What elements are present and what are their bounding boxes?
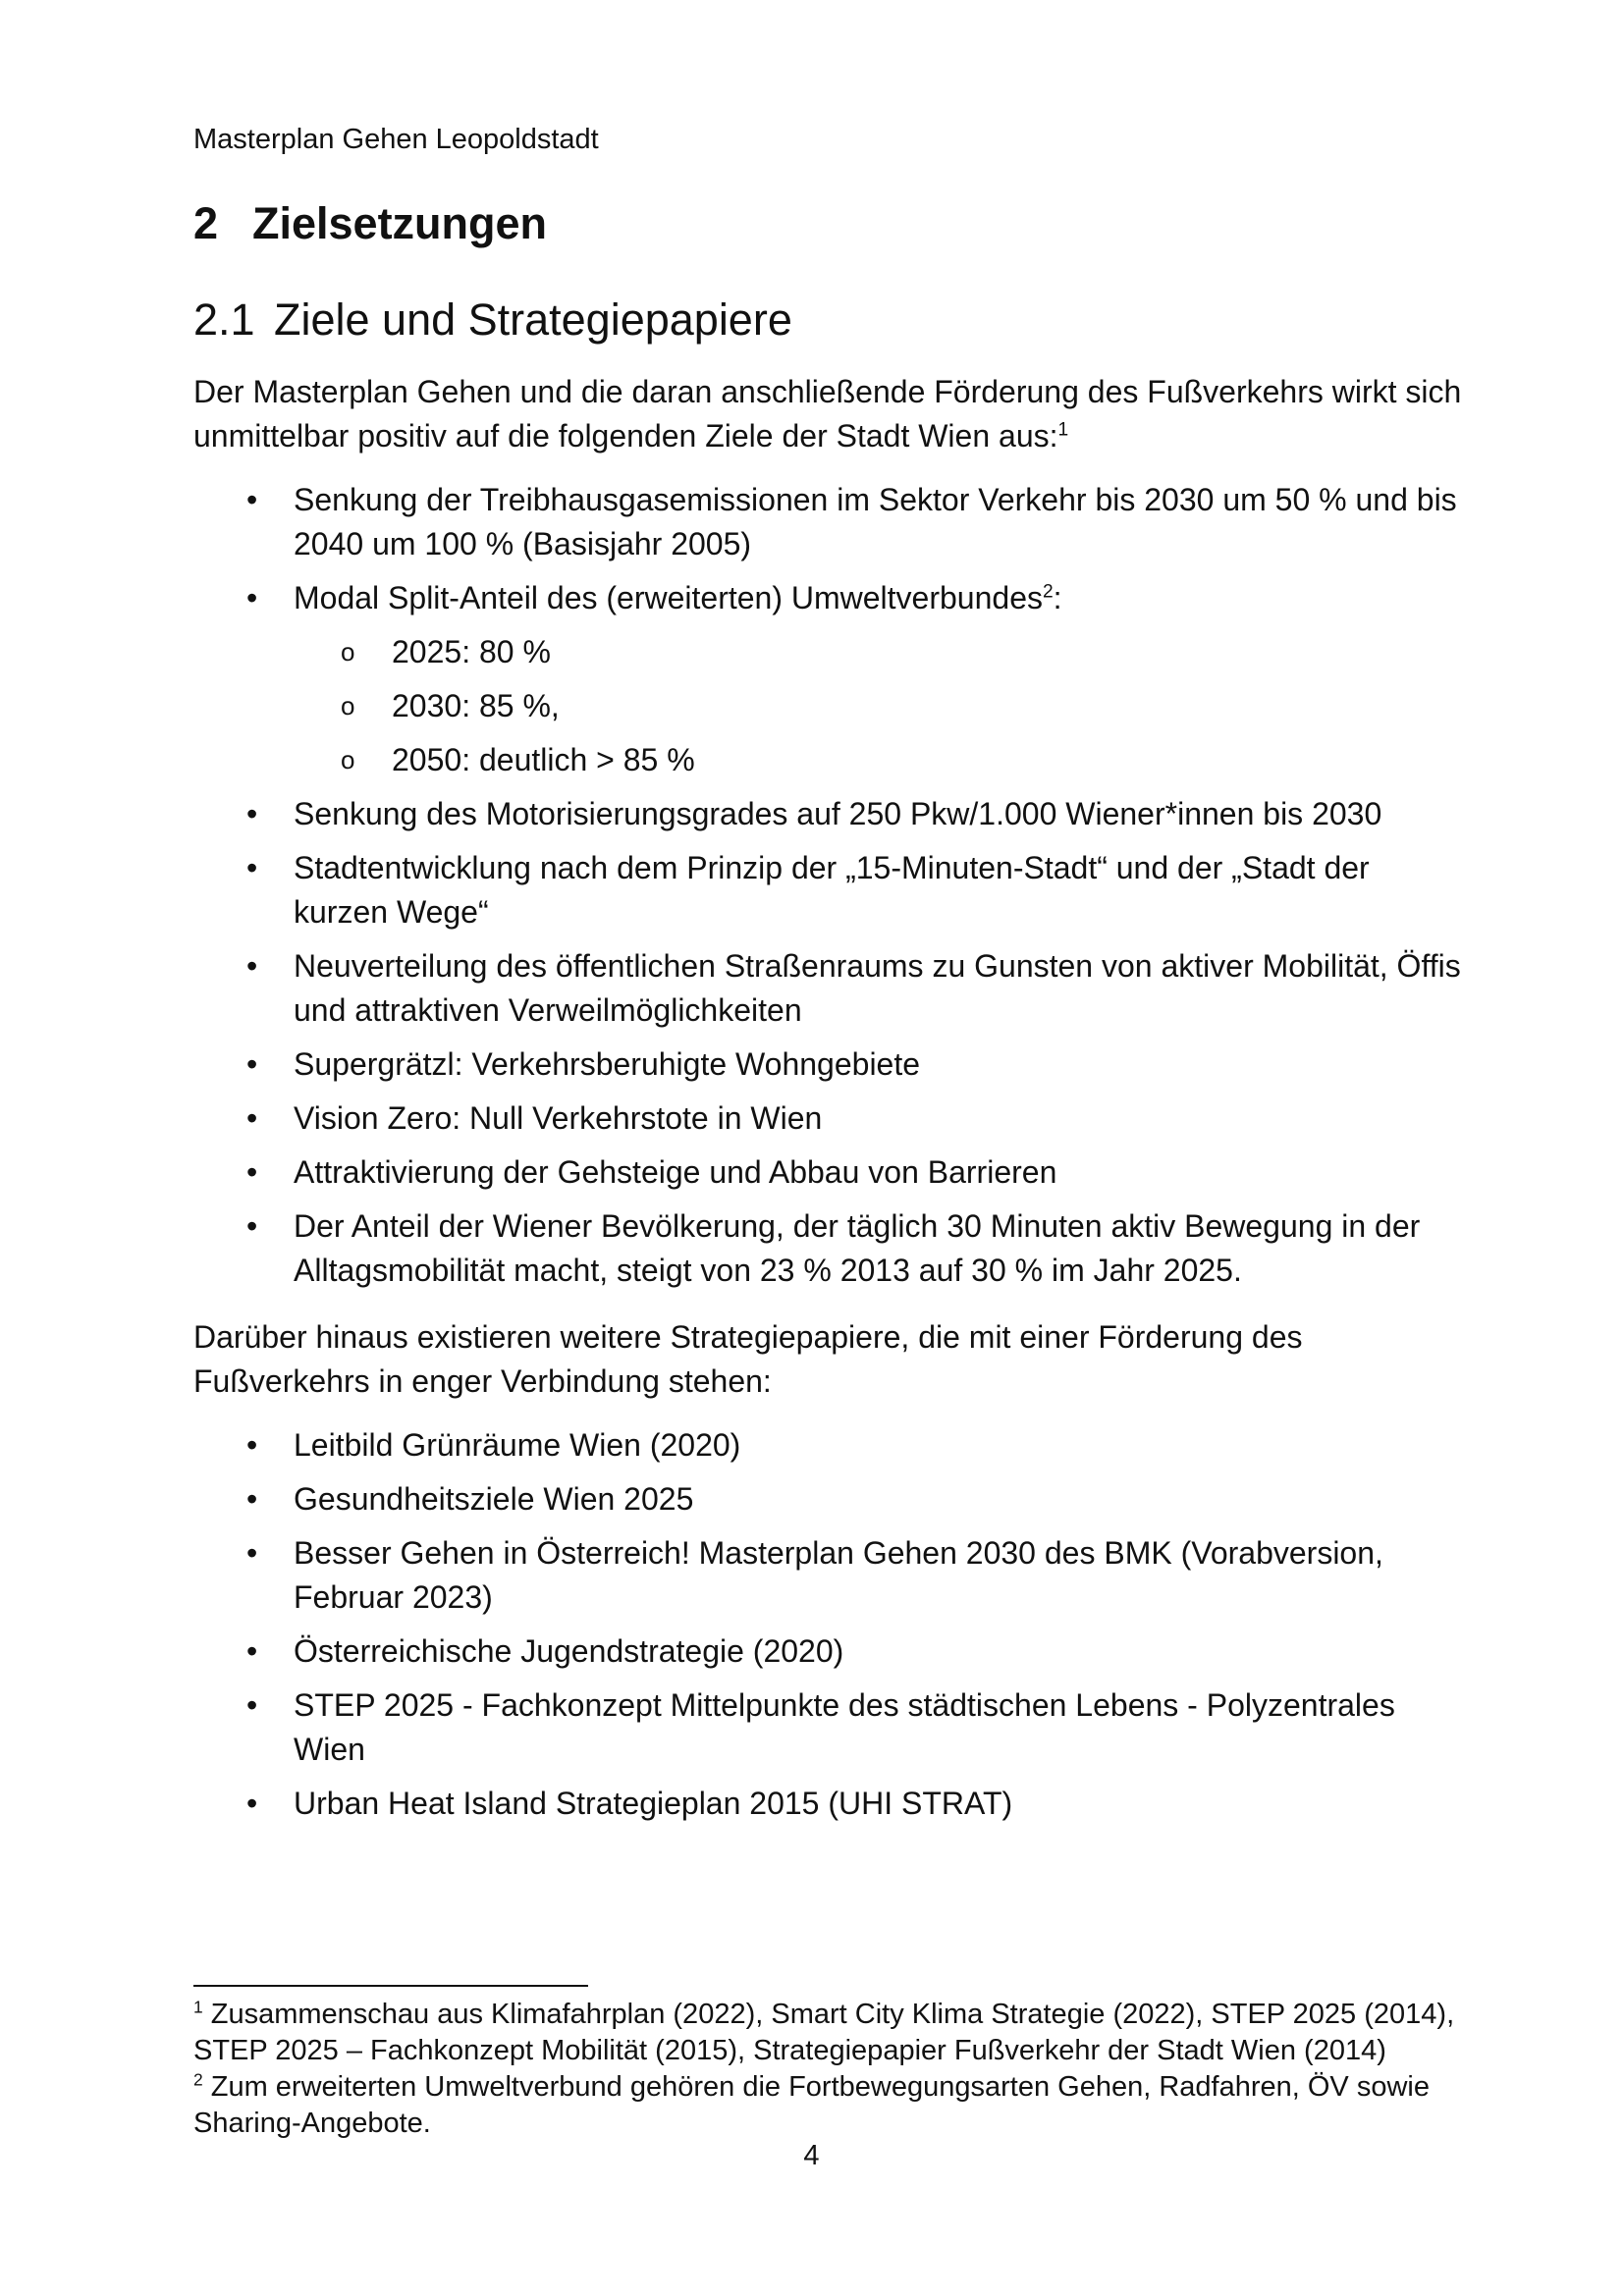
footnote-ref-1: 1 xyxy=(1057,419,1069,441)
bullet-icon: • xyxy=(246,580,258,615)
circle-bullet-icon: o xyxy=(341,691,355,721)
bullet-icon: • xyxy=(246,1687,258,1723)
bullet-icon: • xyxy=(246,796,258,831)
bullet-icon: • xyxy=(246,1633,258,1669)
list-item: • Modal Split-Anteil des (erweiterten) Umweltverbundes$^2$: o 2025: 80 % o 2030: 85 %, o 2050: deutlich > 85 % xyxy=(193,576,1470,782)
modal-split-sublist xyxy=(294,630,1470,782)
circle-bullet-icon: o xyxy=(341,637,355,667)
section-title: Ziele und Strategiepapiere xyxy=(274,294,792,345)
footnotes xyxy=(193,1997,1470,2142)
bullet-icon: • xyxy=(246,1786,258,1821)
goals-list xyxy=(193,478,1470,1303)
bullet-icon: • xyxy=(246,1208,258,1244)
bullet-icon: • xyxy=(246,1427,258,1463)
list-item: • Gesundheitsziele Wien 2025 xyxy=(193,1477,1470,1522)
list-item: • Leitbild Grünräume Wien (2020) xyxy=(193,1423,1470,1468)
list-item: • Attraktivierung der Gehsteige und Abbau von Barrieren xyxy=(193,1150,1470,1195)
bullet-icon: • xyxy=(246,1535,258,1571)
strategy-papers-list xyxy=(193,1423,1470,1836)
bullet-icon: • xyxy=(246,1046,258,1082)
chapter-heading xyxy=(193,196,547,251)
circle-bullet-icon: o xyxy=(341,745,355,774)
footnote-ref-2: 2 xyxy=(1042,581,1054,603)
list-item: • Senkung des Motorisierungsgrades auf 250 Pkw/1.000 Wiener*innen bis 2030 xyxy=(193,792,1470,836)
intro-text: Der Masterplan Gehen und die daran anschließende Förderung des Fußverkehrs wirkt sich unmittelbar positiv auf die folgenden Ziele der Stadt Wien aus: xyxy=(193,374,1462,454)
bullet-icon: • xyxy=(246,1100,258,1136)
sub-list-item: o 2050: deutlich > 85 % xyxy=(193,738,1470,782)
footnote-2: $^2$ Zum erweiterten Umweltverbund gehören die Fortbewegungsarten Gehen, Radfahren, ÖV sowie Sharing-Angebote. xyxy=(193,2069,1430,2139)
list-item: • Besser Gehen in Österreich! Masterplan Gehen 2030 des BMK (Vorabversion, Februar 2023) xyxy=(193,1531,1470,1620)
section-heading xyxy=(193,293,792,347)
list-item: • STEP 2025 - Fachkonzept Mittelpunkte des städtischen Lebens - Polyzentrales Wien xyxy=(193,1683,1470,1772)
bullet-icon: • xyxy=(246,482,258,517)
bullet-icon: • xyxy=(246,850,258,885)
list-item: • Neuverteilung des öffentlichen Straßenraums zu Gunsten von aktiver Mobilität, Öffis und attraktiven Verweilmöglichkeiten xyxy=(193,944,1470,1033)
list-item: • Urban Heat Island Strategieplan 2015 (UHI STRAT) xyxy=(193,1782,1470,1826)
sub-list-item: o 2030: 85 %, xyxy=(193,684,1470,728)
bullet-icon: • xyxy=(246,1481,258,1517)
running-header: Masterplan Gehen Leopoldstadt xyxy=(193,124,599,155)
further-paragraph: Darüber hinaus existieren weitere Strategiepapiere, die mit einer Förderung des Fußverkehrs in enger Verbindung stehen: xyxy=(193,1319,1303,1399)
bullet-icon: • xyxy=(246,948,258,984)
intro-paragraph xyxy=(193,370,1470,458)
footnote-divider xyxy=(193,1985,588,1987)
sub-list-item: o 2025: 80 % xyxy=(193,630,1470,674)
list-item: • Der Anteil der Wiener Bevölkerung, der täglich 30 Minuten aktiv Bewegung in der Alltagsmobilität macht, steigt von 23 % 2013 auf 30 % im Jahr 2025. xyxy=(193,1204,1470,1293)
list-item: • Stadtentwicklung nach dem Prinzip der „15-Minuten-Stadt“ und der „Stadt der kurzen Wege“ xyxy=(193,846,1470,934)
list-item: • Vision Zero: Null Verkehrstote in Wien xyxy=(193,1096,1470,1141)
page-number: 4 xyxy=(803,2140,820,2171)
bullet-icon: • xyxy=(246,1154,258,1190)
chapter-number: 2 xyxy=(193,198,219,248)
chapter-title: Zielsetzungen xyxy=(252,198,548,248)
footnote-1: $^1$ Zusammenschau aus Klimafahrplan (2022), Smart City Klima Strategie (2022), STEP 2025 (2014), STEP 2025 – Fachkonzept Mobilität (2015), Strategiepapier Fußverkehr der Stadt Wien (2014) xyxy=(193,1997,1455,2066)
section-number: 2.1 xyxy=(193,294,255,345)
list-item: • Senkung der Treibhausgasemissionen im Sektor Verkehr bis 2030 um 50 % und bis 2040 um 100 % (Basisjahr 2005) xyxy=(193,478,1470,566)
list-item: • Österreichische Jugendstrategie (2020) xyxy=(193,1629,1470,1674)
list-item: • Supergrätzl: Verkehrsberuhigte Wohngebiete xyxy=(193,1042,1470,1087)
